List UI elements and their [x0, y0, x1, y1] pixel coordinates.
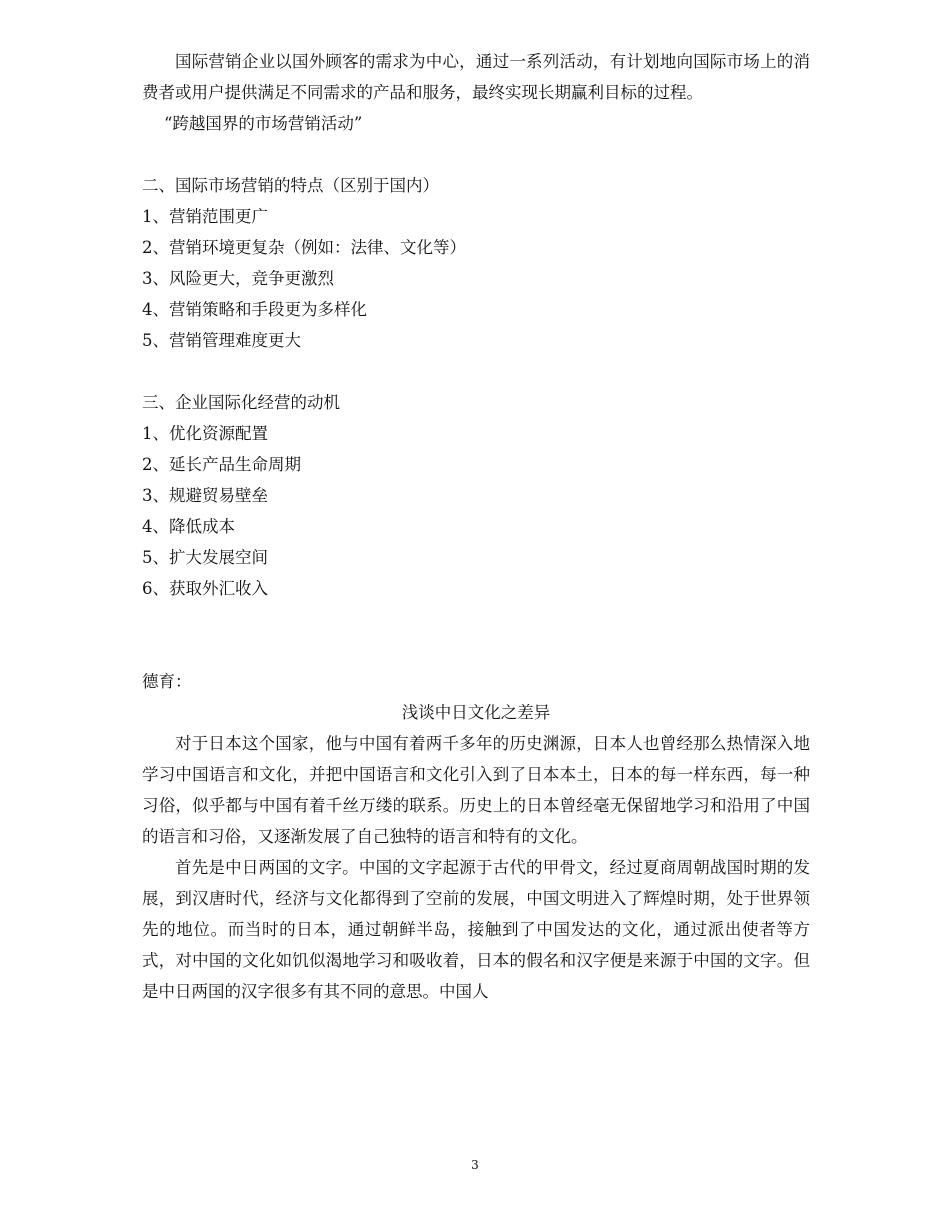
- spacer: [142, 139, 810, 170]
- list-item: 4、降低成本: [142, 517, 235, 536]
- list-item: 2、延长产品生命周期: [142, 455, 301, 474]
- intro-quote: “跨越国界的市场营销活动”: [164, 114, 363, 133]
- article-paragraph: 对于日本这个国家，他与中国有着两千多年的历史渊源，日本人也曾经那么热情深入地学习中国语言和文化，并把中国语言和文化引入到了日本本土，日本的每一样东西，每一种习俗，似乎都与中国有着千丝万缕的联系。历史上的日本曾经毫无保留地学习和沿用了中国的语言和习俗，又逐渐发展了自己独特的语言和特有的文化。: [142, 734, 810, 846]
- list-item: 1、营销范围更广: [142, 207, 268, 226]
- list-item: 5、扩大发展空间: [142, 548, 268, 567]
- intro-paragraph: 国际营销企业以国外顾客的需求为中心，通过一系列活动，有计划地向国际市场上的消费者或用户提供满足不同需求的产品和服务，最终实现长期赢利目标的过程。: [142, 52, 810, 102]
- list-item: 5、营销管理难度更大: [142, 331, 301, 350]
- list-item: 3、风险更大，竞争更激烈: [142, 269, 334, 288]
- list-item: 1、优化资源配置: [142, 424, 268, 443]
- article-paragraph: 首先是中日两国的文字。中国的文字起源于古代的甲骨文，经过夏商周朝战国时期的发展，到汉唐时代，经济与文化都得到了空前的发展，中国文明进入了辉煌时期，处于世界领先的地位。而当时的日本，通过朝鲜半岛，接触到了中国发达的文化，通过派出使者等方式，对中国的文化如饥似渴地学习和吸收着，日本的假名和汉字便是来源于中国的文字。但是中日两国的汉字很多有其不同的意思。中国人: [142, 858, 810, 1001]
- page-number: 3: [471, 1158, 479, 1172]
- list-item: 4、营销策略和手段更为多样化: [142, 300, 367, 319]
- list-item: 3、规避贸易壁垒: [142, 486, 268, 505]
- section3-heading: 三、企业国际化经营的动机: [142, 393, 340, 412]
- moral-label: 德育：: [142, 672, 192, 691]
- list-item: 2、营销环境更复杂（例如：法律、文化等）: [142, 238, 466, 257]
- spacer: [142, 356, 810, 387]
- spacer: [142, 604, 810, 666]
- article-title: 浅谈中日文化之差异: [401, 703, 551, 722]
- page-content: [142, 46, 810, 1007]
- section2-heading: 二、国际市场营销的特点（区别于国内）: [142, 176, 439, 195]
- list-item: 6、获取外汇收入: [142, 579, 268, 598]
